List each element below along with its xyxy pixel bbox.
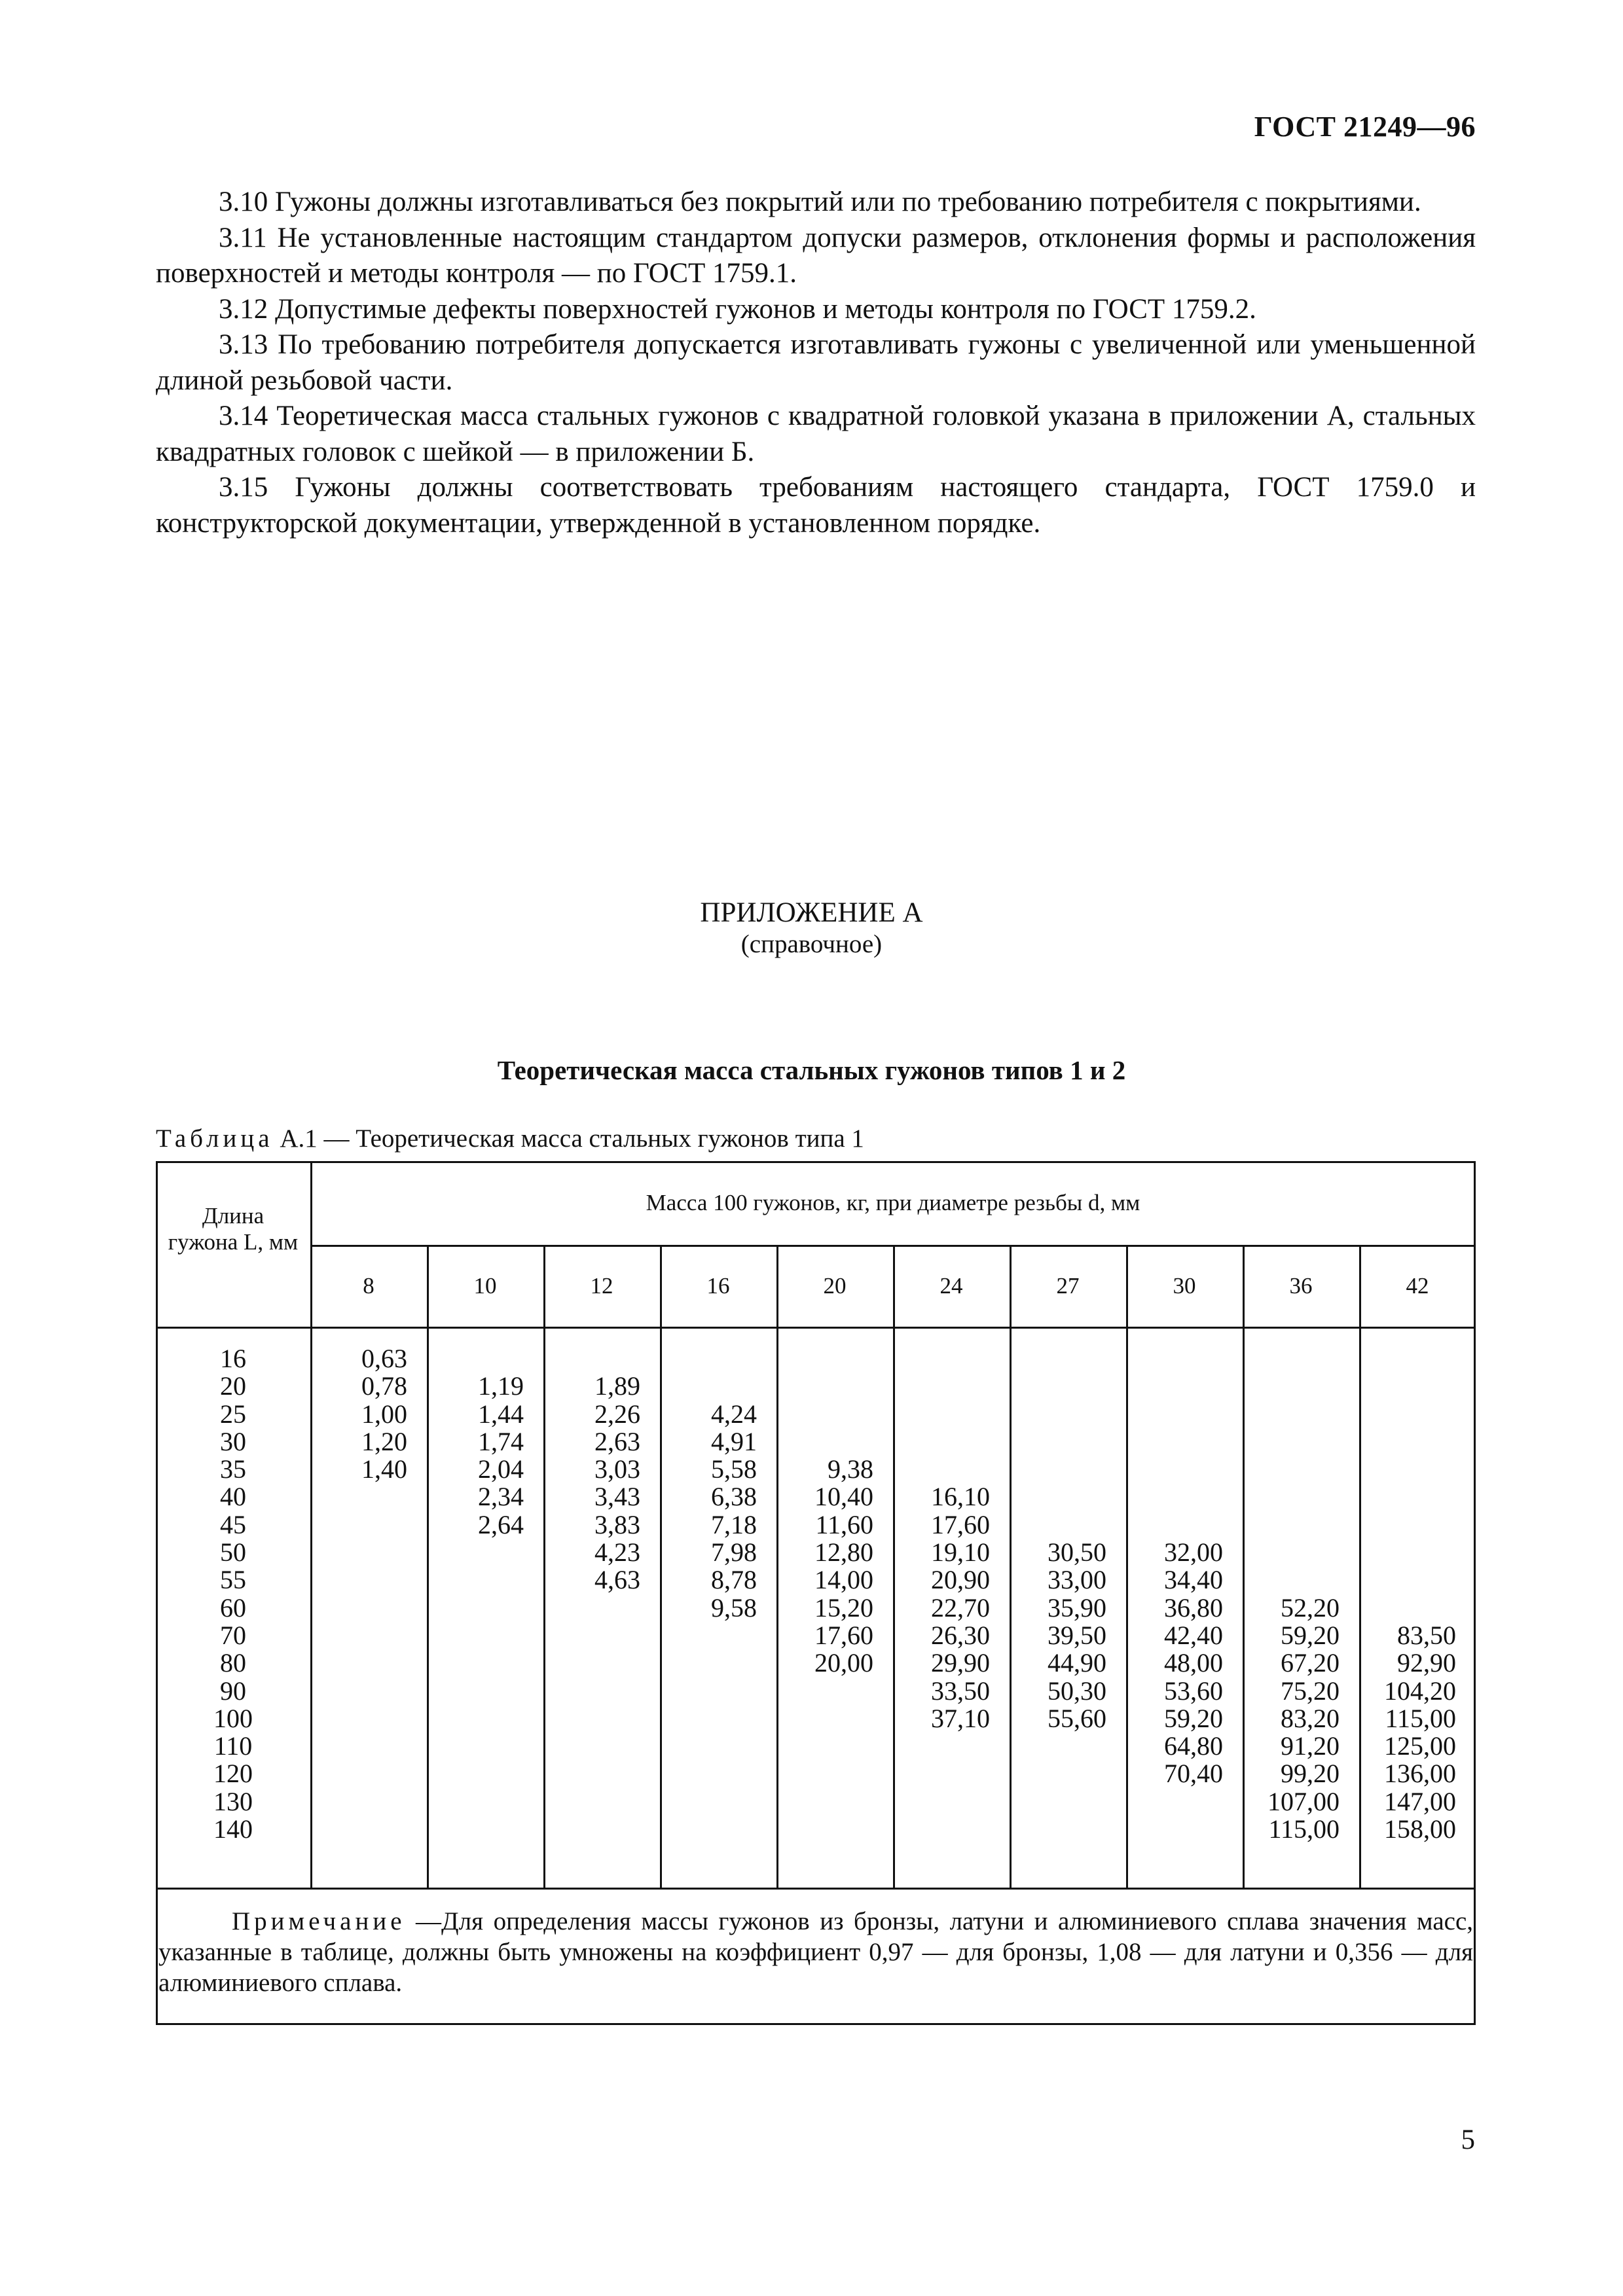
mass-cell: 1,00 <box>361 1399 407 1429</box>
mass-cell <box>776 1372 873 1400</box>
mass-cell: 2,63 <box>594 1426 640 1456</box>
mass-cell: 64,80 <box>1164 1731 1223 1761</box>
mass-cell: 158,00 <box>1384 1814 1456 1844</box>
length-cell: 70 <box>220 1620 246 1650</box>
note-word: Примечание <box>232 1907 406 1935</box>
mass-cell: 92,90 <box>1397 1648 1456 1678</box>
mass-column <box>776 1345 873 1843</box>
mass-cell <box>310 1705 407 1732</box>
mass-cell: 2,04 <box>478 1454 524 1484</box>
mass-cell <box>310 1483 407 1511</box>
mass-cell <box>660 1816 757 1843</box>
mass-cell <box>543 1705 640 1732</box>
mass-cell <box>427 1760 524 1787</box>
mass-column <box>1359 1345 1456 1843</box>
mass-cell: 7,18 <box>711 1509 757 1539</box>
mass-cell: 33,50 <box>931 1676 990 1706</box>
mass-cell <box>1126 1372 1223 1400</box>
mass-cell <box>1243 1456 1340 1483</box>
mass-cell <box>1243 1401 1340 1428</box>
mass-cell: 29,90 <box>931 1648 990 1678</box>
paragraph-3-10: 3.10 Гужоны должны изготавливаться без покрытий или по требованию потребителя с покрытиями. <box>219 187 1421 217</box>
mass-cell <box>660 1732 757 1760</box>
mass-column <box>1243 1345 1340 1843</box>
mass-cell: 7,98 <box>711 1537 757 1568</box>
mass-cell <box>427 1705 524 1732</box>
mass-cell: 19,10 <box>931 1537 990 1568</box>
mass-cell: 136,00 <box>1384 1759 1456 1789</box>
length-cell: 55 <box>220 1565 246 1595</box>
mass-cell: 104,20 <box>1384 1676 1456 1706</box>
mass-cell: 5,58 <box>711 1454 757 1484</box>
mass-cell <box>660 1760 757 1787</box>
mass-cell: 6,38 <box>711 1482 757 1512</box>
mass-cell <box>1126 1816 1223 1843</box>
mass-cell <box>543 1788 640 1816</box>
paragraph-3-12: 3.12 Допустимые дефекты поверхностей гужонов и методы контроля по ГОСТ 1759.2. <box>219 293 1256 325</box>
mass-cell <box>543 1345 640 1372</box>
mass-cell <box>1126 1345 1223 1372</box>
note-text: —Для определения массы гужонов из бронзы, латуни и алюминиевого сплава значения масс, указанные в таблице, должны быть умножены на коэффициент 0,97 — для бронзы, 1,08 — для латуни и 0,356 — для алюминиевого сплава. <box>158 1907 1473 1997</box>
mass-cell <box>776 1345 873 1372</box>
mass-cell <box>893 1372 990 1400</box>
mass-cell <box>1010 1788 1106 1816</box>
mass-cell <box>310 1649 407 1677</box>
mass-cell <box>893 1428 990 1456</box>
section-title: Теоретическая масса стальных гужонов типов 1 и 2 <box>497 1055 1126 1085</box>
mass-cell: 12,80 <box>814 1537 873 1568</box>
mass-cell <box>1126 1428 1223 1456</box>
mass-cell <box>776 1428 873 1456</box>
mass-cell <box>893 1760 990 1787</box>
mass-cell <box>543 1594 640 1622</box>
mass-cell <box>427 1566 524 1594</box>
mass-cell: 107,00 <box>1267 1786 1340 1816</box>
mass-cell: 10,40 <box>814 1482 873 1512</box>
mass-cell <box>893 1732 990 1760</box>
mass-cell <box>660 1788 757 1816</box>
mass-cell <box>1126 1483 1223 1511</box>
mass-cell: 36,80 <box>1164 1592 1223 1623</box>
diameter-header: 27 <box>1056 1273 1080 1299</box>
mass-cell <box>660 1649 757 1677</box>
mass-cell <box>1010 1511 1106 1539</box>
mass-cell: 34,40 <box>1164 1565 1223 1595</box>
mass-column <box>660 1345 757 1843</box>
mass-cell: 83,50 <box>1397 1620 1456 1650</box>
mass-cell: 4,23 <box>594 1537 640 1568</box>
mass-cell <box>1359 1566 1456 1594</box>
mass-cell <box>427 1677 524 1705</box>
table-caption-word: Таблица <box>156 1124 274 1153</box>
paragraph-3-14: 3.14 Теоретическая масса стальных гужонов с квадратной головкой указана в приложении А, стальных квадратных головок с шейкой — в приложении Б. <box>156 401 1476 467</box>
length-cell: 130 <box>213 1786 253 1816</box>
mass-cell <box>1243 1372 1340 1400</box>
mass-cell <box>1010 1760 1106 1787</box>
mass-cell: 30,50 <box>1048 1537 1106 1568</box>
diameter-header: 12 <box>590 1273 613 1299</box>
mass-cell <box>427 1732 524 1760</box>
mass-cell <box>1359 1539 1456 1566</box>
mass-cell: 59,20 <box>1164 1703 1223 1733</box>
mass-cell <box>1126 1511 1223 1539</box>
mass-cell: 39,50 <box>1048 1620 1106 1650</box>
length-cell: 110 <box>213 1731 253 1761</box>
mass-cell <box>1010 1816 1106 1843</box>
mass-cell <box>660 1677 757 1705</box>
length-cell: 40 <box>220 1482 246 1512</box>
mass-cell: 70,40 <box>1164 1759 1223 1789</box>
mass-cell: 2,26 <box>594 1399 640 1429</box>
mass-column <box>1126 1345 1223 1843</box>
mass-cell <box>543 1760 640 1787</box>
mass-cell <box>776 1732 873 1760</box>
mass-cell <box>1126 1788 1223 1816</box>
mass-cell: 3,03 <box>594 1454 640 1484</box>
mass-cell <box>543 1649 640 1677</box>
mass-cell: 91,20 <box>1281 1731 1340 1761</box>
mass-cell: 115,00 <box>1268 1814 1340 1844</box>
mass-cell <box>1243 1483 1340 1511</box>
length-cell: 25 <box>220 1399 246 1429</box>
mass-cell <box>1126 1401 1223 1428</box>
length-cell: 90 <box>220 1676 246 1706</box>
mass-cell <box>310 1539 407 1566</box>
length-cell: 50 <box>220 1537 246 1568</box>
mass-cell <box>1010 1732 1106 1760</box>
mass-cell <box>1359 1511 1456 1539</box>
mass-cell <box>1243 1566 1340 1594</box>
row-header <box>156 1203 310 1255</box>
mass-cell <box>776 1816 873 1843</box>
mass-cell <box>893 1401 990 1428</box>
mass-cell: 67,20 <box>1281 1648 1340 1678</box>
mass-cell: 20,90 <box>931 1565 990 1595</box>
mass-cell <box>660 1622 757 1649</box>
appendix-title: ПРИЛОЖЕНИЕ А <box>700 897 923 928</box>
mass-cell: 48,00 <box>1164 1648 1223 1678</box>
length-cell: 20 <box>220 1371 246 1401</box>
mass-cell: 17,60 <box>814 1620 873 1650</box>
mass-column <box>310 1345 407 1843</box>
mass-cell <box>427 1622 524 1649</box>
mass-cell: 9,38 <box>828 1454 873 1484</box>
mass-cell: 53,60 <box>1164 1676 1223 1706</box>
mass-cell <box>1243 1511 1340 1539</box>
mass-cell <box>776 1705 873 1732</box>
mass-cell <box>660 1345 757 1372</box>
mass-cell <box>543 1677 640 1705</box>
paragraph-3-13: 3.13 По требованию потребителя допускается изготавливать гужоны с увеличенной или уменьшенной длиной резьбовой части. <box>156 329 1476 396</box>
mass-cell: 26,30 <box>931 1620 990 1650</box>
mass-cell: 35,90 <box>1048 1592 1106 1623</box>
body-text <box>156 185 1476 541</box>
length-cell: 35 <box>220 1454 246 1484</box>
mass-cell <box>1010 1456 1106 1483</box>
row-header-line2: гужона L, мм <box>168 1229 299 1255</box>
mass-cell: 4,63 <box>594 1565 640 1595</box>
table-rule <box>156 1327 1476 1329</box>
mass-cell <box>1359 1372 1456 1400</box>
mass-cell <box>776 1677 873 1705</box>
mass-cell <box>1010 1401 1106 1428</box>
lengths-column <box>156 1345 310 1843</box>
mass-cell: 1,20 <box>361 1426 407 1456</box>
paragraph-3-11: 3.11 Не установленные настоящим стандартом допуски размеров, отклонения формы и расположения поверхностей и методы контроля — по ГОСТ 1759.1. <box>156 222 1476 289</box>
mass-cell <box>427 1788 524 1816</box>
mass-cell <box>310 1511 407 1539</box>
mass-cell: 52,20 <box>1281 1592 1340 1623</box>
document-code: ГОСТ 21249—96 <box>1254 111 1476 143</box>
group-header: Масса 100 гужонов, кг, при диаметре резьбы d, мм <box>646 1190 1140 1215</box>
mass-cell: 125,00 <box>1384 1731 1456 1761</box>
mass-cell <box>1243 1345 1340 1372</box>
mass-cell: 83,20 <box>1281 1703 1340 1733</box>
mass-cell: 55,60 <box>1048 1703 1106 1733</box>
mass-cell <box>310 1732 407 1760</box>
length-cell: 100 <box>213 1703 253 1733</box>
mass-cell: 16,10 <box>931 1482 990 1512</box>
mass-cell <box>1126 1456 1223 1483</box>
mass-cell <box>543 1816 640 1843</box>
table-caption-text: А.1 — Теоретическая масса стальных гужонов типа 1 <box>273 1124 864 1153</box>
mass-cell <box>543 1622 640 1649</box>
mass-cell <box>1359 1594 1456 1622</box>
mass-cell: 0,78 <box>361 1371 407 1401</box>
mass-cell: 15,20 <box>814 1592 873 1623</box>
mass-cell: 50,30 <box>1048 1676 1106 1706</box>
mass-cell: 0,63 <box>361 1344 407 1373</box>
length-cell: 60 <box>220 1592 246 1623</box>
mass-cell: 1,89 <box>594 1371 640 1401</box>
mass-cell <box>427 1816 524 1843</box>
table-note <box>158 1906 1473 1998</box>
mass-cell <box>310 1566 407 1594</box>
page-number: 5 <box>1461 2125 1475 2155</box>
mass-cell <box>427 1539 524 1566</box>
mass-cell <box>1359 1401 1456 1428</box>
mass-cell <box>1359 1345 1456 1372</box>
mass-cell: 11,60 <box>815 1509 873 1539</box>
mass-cell <box>1010 1345 1106 1372</box>
mass-cell <box>893 1456 990 1483</box>
mass-cell: 99,20 <box>1281 1759 1340 1789</box>
mass-cell: 42,40 <box>1164 1620 1223 1650</box>
diameter-header: 30 <box>1173 1273 1196 1299</box>
mass-cell: 4,24 <box>711 1399 757 1429</box>
mass-cell: 14,00 <box>814 1565 873 1595</box>
mass-cell: 1,44 <box>478 1399 524 1429</box>
mass-column <box>893 1345 990 1843</box>
diameter-header: 24 <box>939 1273 963 1299</box>
diameter-header: 8 <box>363 1273 374 1299</box>
mass-cell: 3,83 <box>594 1509 640 1539</box>
mass-cell <box>1010 1372 1106 1400</box>
mass-cell <box>310 1816 407 1843</box>
mass-cell <box>310 1594 407 1622</box>
mass-cell: 2,34 <box>478 1482 524 1512</box>
mass-cell: 17,60 <box>931 1509 990 1539</box>
mass-cell <box>310 1788 407 1816</box>
mass-cell <box>1243 1539 1340 1566</box>
diameter-header: 20 <box>823 1273 847 1299</box>
mass-cell: 1,74 <box>478 1426 524 1456</box>
mass-cell: 1,40 <box>361 1454 407 1484</box>
mass-cell <box>1010 1428 1106 1456</box>
mass-cell <box>310 1622 407 1649</box>
length-cell: 140 <box>213 1814 253 1844</box>
mass-cell: 37,10 <box>931 1703 990 1733</box>
mass-cell <box>543 1732 640 1760</box>
mass-column <box>427 1345 524 1843</box>
mass-cell <box>776 1788 873 1816</box>
mass-cell: 115,00 <box>1385 1703 1456 1733</box>
mass-cell: 4,91 <box>711 1426 757 1456</box>
diameter-header: 36 <box>1289 1273 1313 1299</box>
mass-cell: 1,19 <box>478 1371 524 1401</box>
mass-cell: 33,00 <box>1048 1565 1106 1595</box>
length-cell: 16 <box>220 1344 246 1373</box>
row-header-line1: Длина <box>202 1203 264 1229</box>
mass-cell: 8,78 <box>711 1565 757 1595</box>
mass-cell: 44,90 <box>1048 1648 1106 1678</box>
mass-cell: 75,20 <box>1281 1676 1340 1706</box>
mass-cell: 32,00 <box>1164 1537 1223 1568</box>
mass-cell <box>660 1372 757 1400</box>
length-cell: 45 <box>220 1509 246 1539</box>
mass-cell: 59,20 <box>1281 1620 1340 1650</box>
table-rule <box>156 1888 1476 1890</box>
mass-cell <box>893 1816 990 1843</box>
mass-cell <box>776 1401 873 1428</box>
length-cell: 80 <box>220 1648 246 1678</box>
mass-cell: 22,70 <box>931 1592 990 1623</box>
mass-cell <box>1243 1428 1340 1456</box>
mass-column <box>1010 1345 1106 1843</box>
mass-cell <box>1010 1483 1106 1511</box>
mass-cell <box>660 1705 757 1732</box>
mass-cell: 2,64 <box>478 1509 524 1539</box>
mass-cell <box>893 1788 990 1816</box>
length-cell: 30 <box>220 1426 246 1456</box>
mass-cell: 20,00 <box>814 1648 873 1678</box>
mass-cell: 9,58 <box>711 1592 757 1623</box>
mass-cell <box>1359 1428 1456 1456</box>
mass-cell <box>1359 1483 1456 1511</box>
mass-cell <box>893 1345 990 1372</box>
length-cell: 120 <box>213 1759 253 1789</box>
diameter-header: 16 <box>706 1273 730 1299</box>
mass-cell: 3,43 <box>594 1482 640 1512</box>
mass-cell <box>310 1760 407 1787</box>
appendix-subtitle: (справочное) <box>740 930 883 958</box>
mass-cell: 147,00 <box>1384 1786 1456 1816</box>
mass-column <box>543 1345 640 1843</box>
mass-cell <box>1359 1456 1456 1483</box>
paragraph-3-15: 3.15 Гужоны должны соответствовать требованиям настоящего стандарта, ГОСТ 1759.0 и конструкторской документации, утвержденной в установленном порядке. <box>156 472 1476 539</box>
mass-cell <box>427 1345 524 1372</box>
mass-cell <box>776 1760 873 1787</box>
mass-cell <box>427 1649 524 1677</box>
diameter-header: 42 <box>1406 1273 1429 1299</box>
mass-cell <box>427 1594 524 1622</box>
diameter-header: 10 <box>473 1273 497 1299</box>
table-caption <box>156 1124 864 1154</box>
mass-cell <box>310 1677 407 1705</box>
